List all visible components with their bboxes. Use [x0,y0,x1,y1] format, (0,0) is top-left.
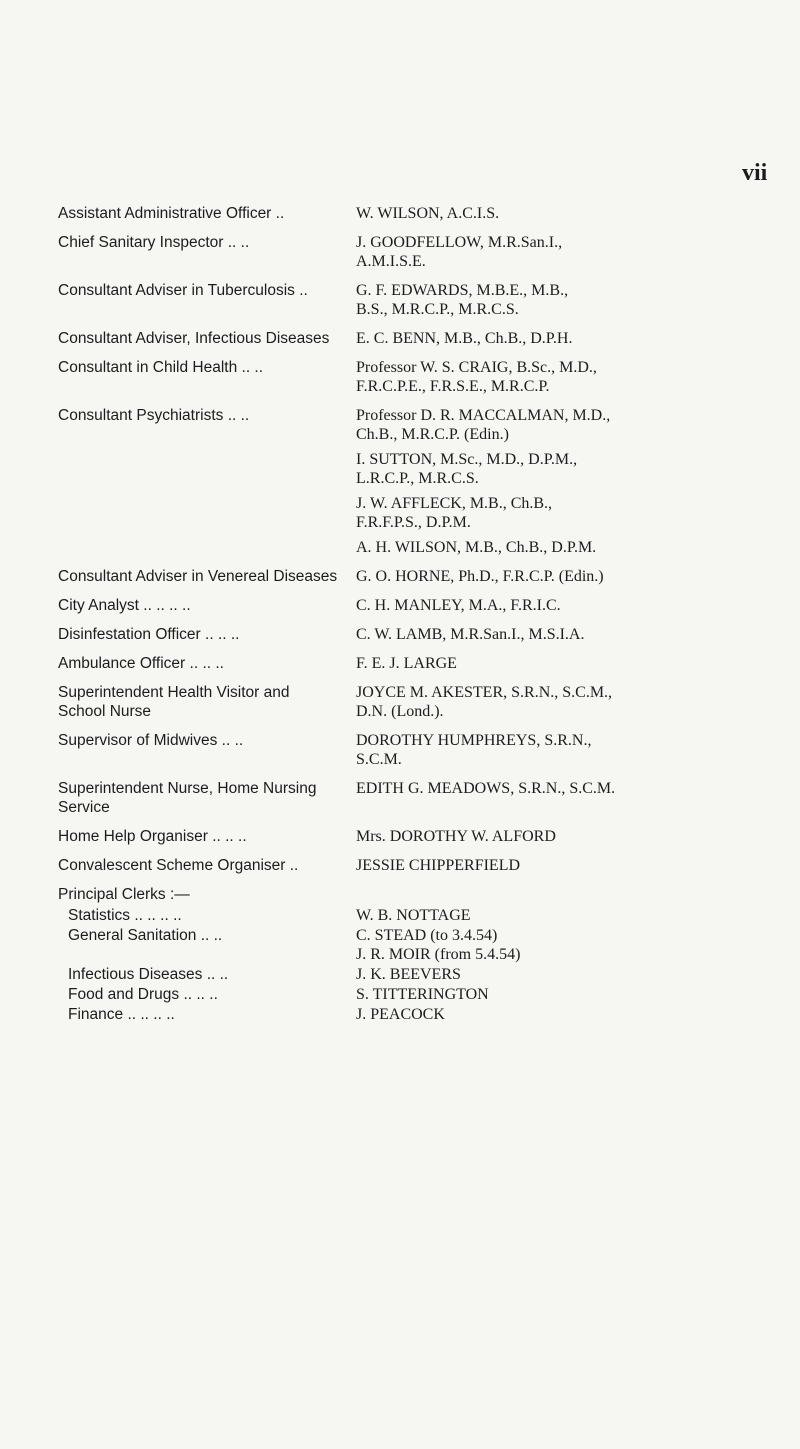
holder-name: G. F. EDWARDS, M.B.E., M.B., B.S., M.R.C.P., M.R.C.S. [356,282,569,318]
holder-name: EDITH G. MEADOWS, S.R.N., S.C.M. [356,780,616,797]
holder-names [356,683,773,721]
holder-name: J. R. MOIR (from 5.4.54) [356,946,521,963]
holder-names [356,204,773,223]
holder-names [356,926,773,964]
role-title: Superintendent Nurse, Home Nursing Service [58,780,317,816]
holder-name: G. O. HORNE, Ph.D., F.R.C.P. (Edin.) [356,568,604,585]
holder-name: J. W. AFFLECK, M.B., Ch.B., F.R.F.P.S., D.P.M. [356,495,553,531]
role-title: Infectious Diseases .. .. [68,966,229,983]
holder-name: I. SUTTON, M.Sc., M.D., D.P.M., L.R.C.P., M.R.C.S. [356,451,578,487]
role-title: Chief Sanitary Inspector .. .. [58,234,250,251]
holder-names [356,1005,773,1024]
principal-clerks-list [58,906,773,1024]
staff-row [58,654,773,673]
staff-row [58,926,773,964]
staff-row [58,779,773,817]
holder-names [356,596,773,615]
holder-name: DOROTHY HUMPHREYS, S.R.N., S.C.M. [356,732,592,768]
staff-row [58,827,773,846]
staff-row [58,985,773,1004]
staff-list [58,204,773,1025]
role-title: Consultant in Child Health .. .. [58,359,264,376]
holder-names [356,281,773,319]
holder-names [356,731,773,769]
principal-clerks-heading: Principal Clerks :— [58,886,190,903]
staff-row [58,856,773,875]
holder-names [356,358,773,396]
holder-name: W. WILSON, A.C.I.S. [356,205,500,222]
holder-names [356,625,773,644]
holder-names [356,856,773,875]
role-title: Statistics .. .. .. .. [68,907,182,924]
holder-name: A. H. WILSON, M.B., Ch.B., D.P.M. [356,539,597,556]
officers-list [58,204,773,875]
holder-names [356,906,773,925]
role-title: Consultant Adviser, Infectious Diseases [58,330,330,347]
role-title: Consultant Adviser in Venereal Diseases [58,568,338,585]
staff-row [58,1005,773,1024]
staff-row [58,281,773,319]
holder-name: C. W. LAMB, M.R.San.I., M.S.I.A. [356,626,585,643]
staff-row [58,204,773,223]
role-title: Supervisor of Midwives .. .. [58,732,244,749]
holder-name: JOYCE M. AKESTER, S.R.N., S.C.M., D.N. (Lond.). [356,684,613,720]
holder-name: F. E. J. LARGE [356,655,457,672]
holder-names [356,779,773,798]
holder-names [356,233,773,271]
staff-row [58,965,773,984]
holder-name: C. H. MANLEY, M.A., F.R.I.C. [356,597,561,614]
holder-name: Professor W. S. CRAIG, B.Sc., M.D., F.R.C.P.E., F.R.S.E., M.R.C.P. [356,359,597,395]
holder-name: E. C. BENN, M.B., Ch.B., D.P.H. [356,330,573,347]
staff-row [58,406,773,557]
staff-row [58,233,773,271]
holder-names [356,654,773,673]
role-title: Home Help Organiser .. .. .. [58,828,247,845]
role-title: Finance .. .. .. .. [68,1006,175,1023]
role-title: Disinfestation Officer .. .. .. [58,626,240,643]
holder-name: J. GOODFELLOW, M.R.San.I., A.M.I.S.E. [356,234,563,270]
staff-row [58,625,773,644]
role-title: Superintendent Health Visitor and School Nurse [58,684,290,720]
holder-name: Mrs. DOROTHY W. ALFORD [356,828,556,845]
role-title: Assistant Administrative Officer .. [58,205,285,222]
role-title: General Sanitation .. .. [68,927,223,944]
holder-name: Professor D. R. MACCALMAN, M.D., Ch.B., M.R.C.P. (Edin.) [356,407,611,443]
staff-row [58,906,773,925]
holder-name: J. PEACOCK [356,1006,445,1023]
staff-row [58,683,773,721]
role-title: Ambulance Officer .. .. .. [58,655,224,672]
holder-name: J. K. BEEVERS [356,966,461,983]
staff-row [58,358,773,396]
role-title: Food and Drugs .. .. .. [68,986,218,1003]
holder-names [356,965,773,984]
holder-name: C. STEAD (to 3.4.54) [356,927,498,944]
page-number: vii [742,160,768,186]
holder-names [356,827,773,846]
holder-names [356,985,773,1004]
principal-clerks-section [58,885,773,1024]
role-title: City Analyst .. .. .. .. [58,597,191,614]
role-title: Consultant Psychiatrists .. .. [58,407,250,424]
staff-row [58,596,773,615]
staff-row [58,731,773,769]
role-title: Consultant Adviser in Tuberculosis .. [58,282,308,299]
holder-name: S. TITTERINGTON [356,986,489,1003]
staff-row [58,329,773,348]
role-title: Convalescent Scheme Organiser .. [58,857,299,874]
holder-names [356,329,773,348]
holder-name: JESSIE CHIPPERFIELD [356,857,521,874]
holder-name: W. B. NOTTAGE [356,907,471,924]
staff-row [58,567,773,586]
holder-names [356,567,773,586]
holder-names [356,406,773,557]
